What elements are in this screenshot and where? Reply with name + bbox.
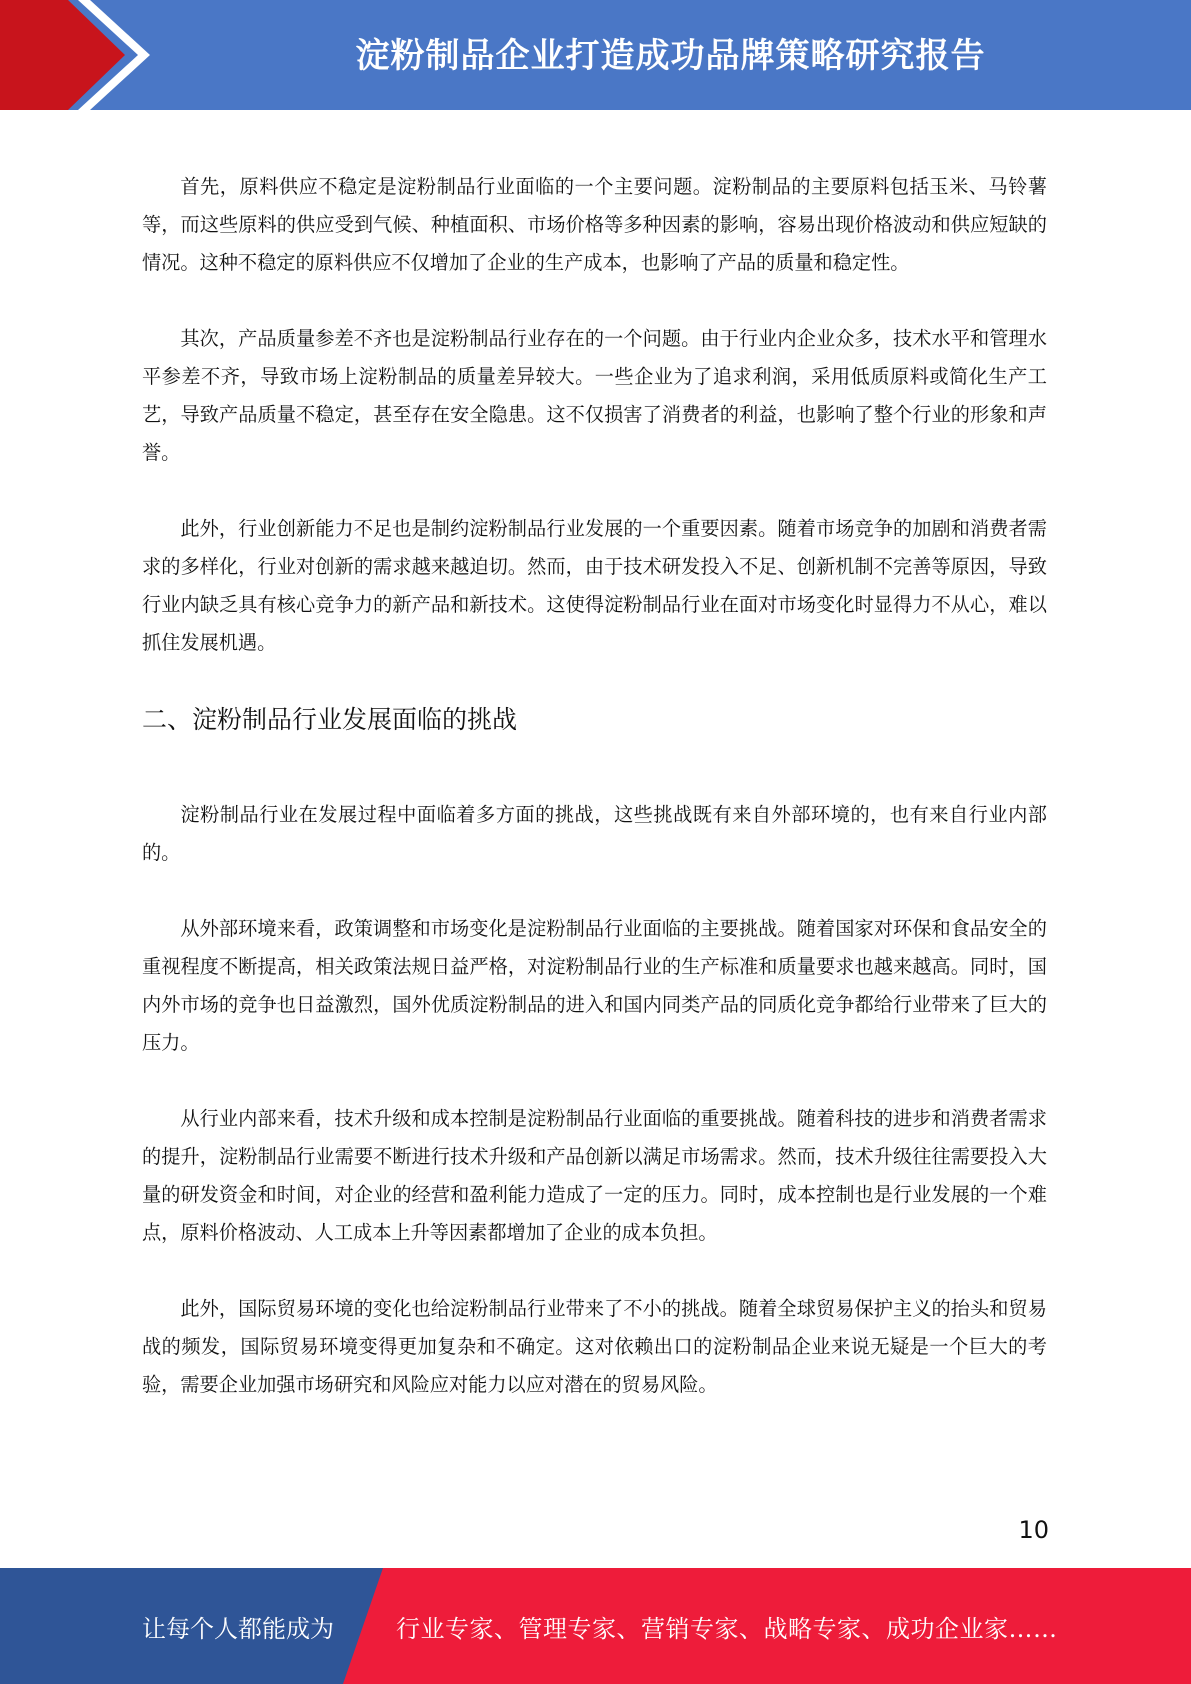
footer-slogan-left: 让每个人都能成为 xyxy=(142,1614,334,1643)
paragraph: 此外，行业创新能力不足也是制约淀粉制品行业发展的一个重要因素。随着市场竞争的加剧和消费者需求的多样化，行业对创新的需求越来越迫切。然而，由于技术研发投入不足、创新机制不完善等原因，导致行业内缺乏具有核心竞争力的新产品和新技术。这使得淀粉制品行业在面对市场变化时显得力不从心，难以抓住发展机遇。 xyxy=(142,517,1047,654)
paragraph: 淀粉制品行业在发展过程中面临着多方面的挑战，这些挑战既有来自外部环境的，也有来自行业内部的。 xyxy=(142,803,1047,864)
paragraph: 首先，原料供应不稳定是淀粉制品行业面临的一个主要问题。淀粉制品的主要原料包括玉米、马铃薯等，而这些原料的供应受到气候、种植面积、市场价格等多种因素的影响，容易出现价格波动和供应短缺的情况。这种不稳定的原料供应不仅增加了企业的生产成本，也影响了产品的质量和稳定性。 xyxy=(142,175,1047,274)
paragraph: 其次，产品质量参差不齐也是淀粉制品行业存在的一个问题。由于行业内企业众多，技术水平和管理水平参差不齐，导致市场上淀粉制品的质量差异较大。一些企业为了追求利润，采用低质原料或简化生产工艺，导致产品质量不稳定，甚至存在安全隐患。这不仅损害了消费者的利益，也影响了整个行业的形象和声誉。 xyxy=(142,327,1047,464)
page-content xyxy=(142,168,1047,1442)
paragraph: 此外，国际贸易环境的变化也给淀粉制品行业带来了不小的挑战。随着全球贸易保护主义的抬头和贸易战的频发，国际贸易环境变得更加复杂和不确定。这对依赖出口的淀粉制品企业来说无疑是一个巨大的考验，需要企业加强市场研究和风险应对能力以应对潜在的贸易风险。 xyxy=(142,1297,1047,1396)
footer-banner xyxy=(0,1568,1191,1684)
section-heading: 二、淀粉制品行业发展面临的挑战 xyxy=(142,705,518,734)
report-title: 淀粉制品企业打造成功品牌策略研究报告 xyxy=(355,36,986,76)
paragraph: 从外部环境来看，政策调整和市场变化是淀粉制品行业面临的主要挑战。随着国家对环保和食品安全的重视程度不断提高，相关政策法规日益严格，对淀粉制品行业的生产标准和质量要求也越来越高。同时，国内外市场的竞争也日益激烈，国外优质淀粉制品的进入和国内同类产品的同质化竞争都给行业带来了巨大的压力。 xyxy=(142,917,1047,1054)
footer-slogan-right: 行业专家、管理专家、营销专家、战略专家、成功企业家…… xyxy=(396,1614,1058,1643)
paragraph: 从行业内部来看，技术升级和成本控制是淀粉制品行业面临的重要挑战。随着科技的进步和消费者需求的提升，淀粉制品行业需要不断进行技术升级和产品创新以满足市场需求。然而，技术升级往往需要投入大量的研发资金和时间，对企业的经营和盈利能力造成了一定的压力。同时，成本控制也是行业发展的一个难点，原料价格波动、人工成本上升等因素都增加了企业的成本负担。 xyxy=(142,1107,1047,1244)
header-bar xyxy=(0,0,1191,110)
page-number: 10 xyxy=(1018,1516,1049,1544)
